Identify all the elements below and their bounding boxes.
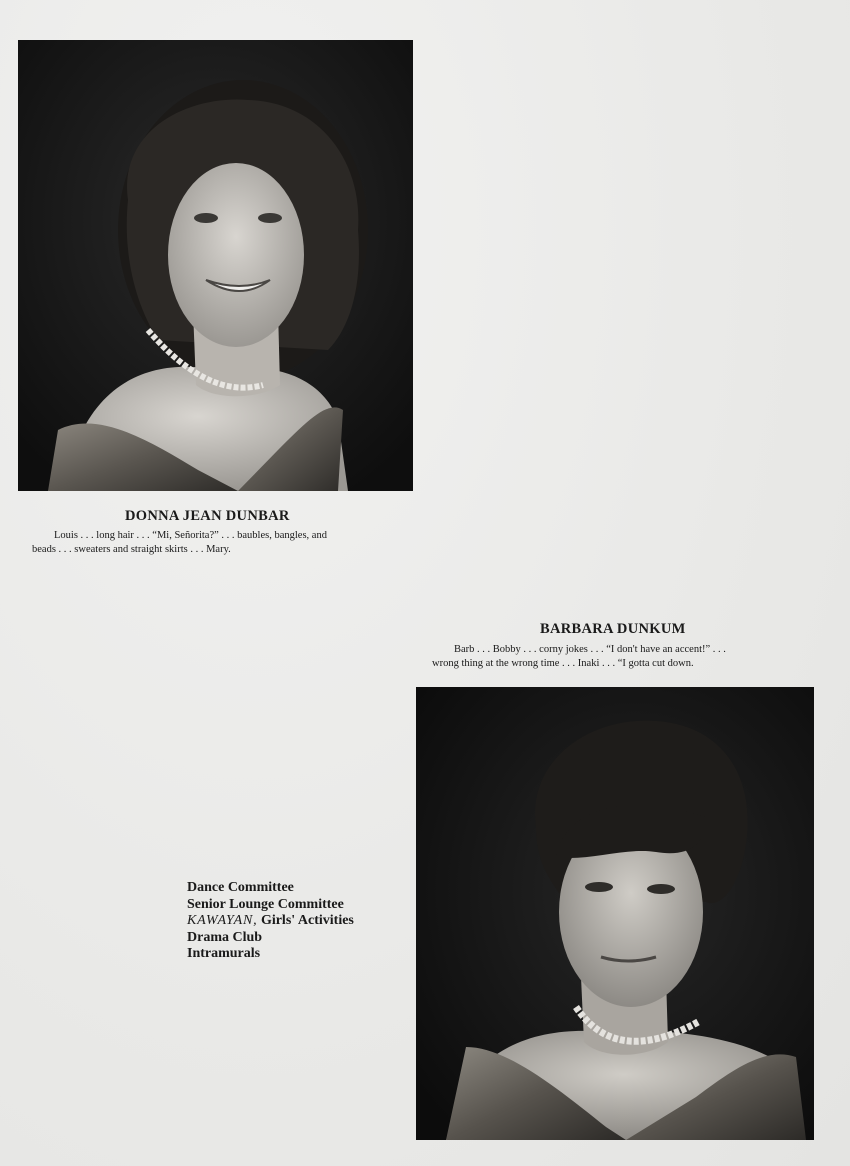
activities-list	[187, 880, 354, 963]
activity-item: Dance Committee	[187, 880, 294, 895]
activity-item	[187, 913, 354, 930]
student-caption-barbara	[432, 643, 800, 671]
activity-item-text: Girls' Activities	[260, 913, 354, 928]
activity-item: Intramurals	[187, 946, 261, 961]
activity-item: Drama Club	[187, 929, 263, 945]
portrait-photo-donna	[18, 40, 413, 491]
caption-line: beads . . . sweaters and straight skirts . . . Mary.	[32, 544, 231, 555]
student-name-barbara: BARBARA DUNKUM	[540, 621, 686, 637]
activity-italic-prefix: KAWAYAN,	[187, 913, 258, 928]
portrait-image	[416, 687, 814, 1140]
student-name-donna: DONNA JEAN DUNBAR	[125, 508, 290, 524]
student-caption-donna	[32, 529, 396, 557]
caption-line: wrong thing at the wrong time . . . Inaki . . . “I gotta cut down.	[432, 658, 694, 669]
activity-item: Senior Lounge Committee	[187, 896, 344, 912]
portrait-image	[18, 40, 413, 491]
caption-line: Barb . . . Bobby . . . corny jokes . . . “I don't have an accent!” . . .	[454, 644, 726, 655]
portrait-photo-barbara	[416, 687, 814, 1140]
caption-line: Louis . . . long hair . . . “Mi, Señorita?” . . . baubles, bangles, and	[54, 530, 327, 541]
